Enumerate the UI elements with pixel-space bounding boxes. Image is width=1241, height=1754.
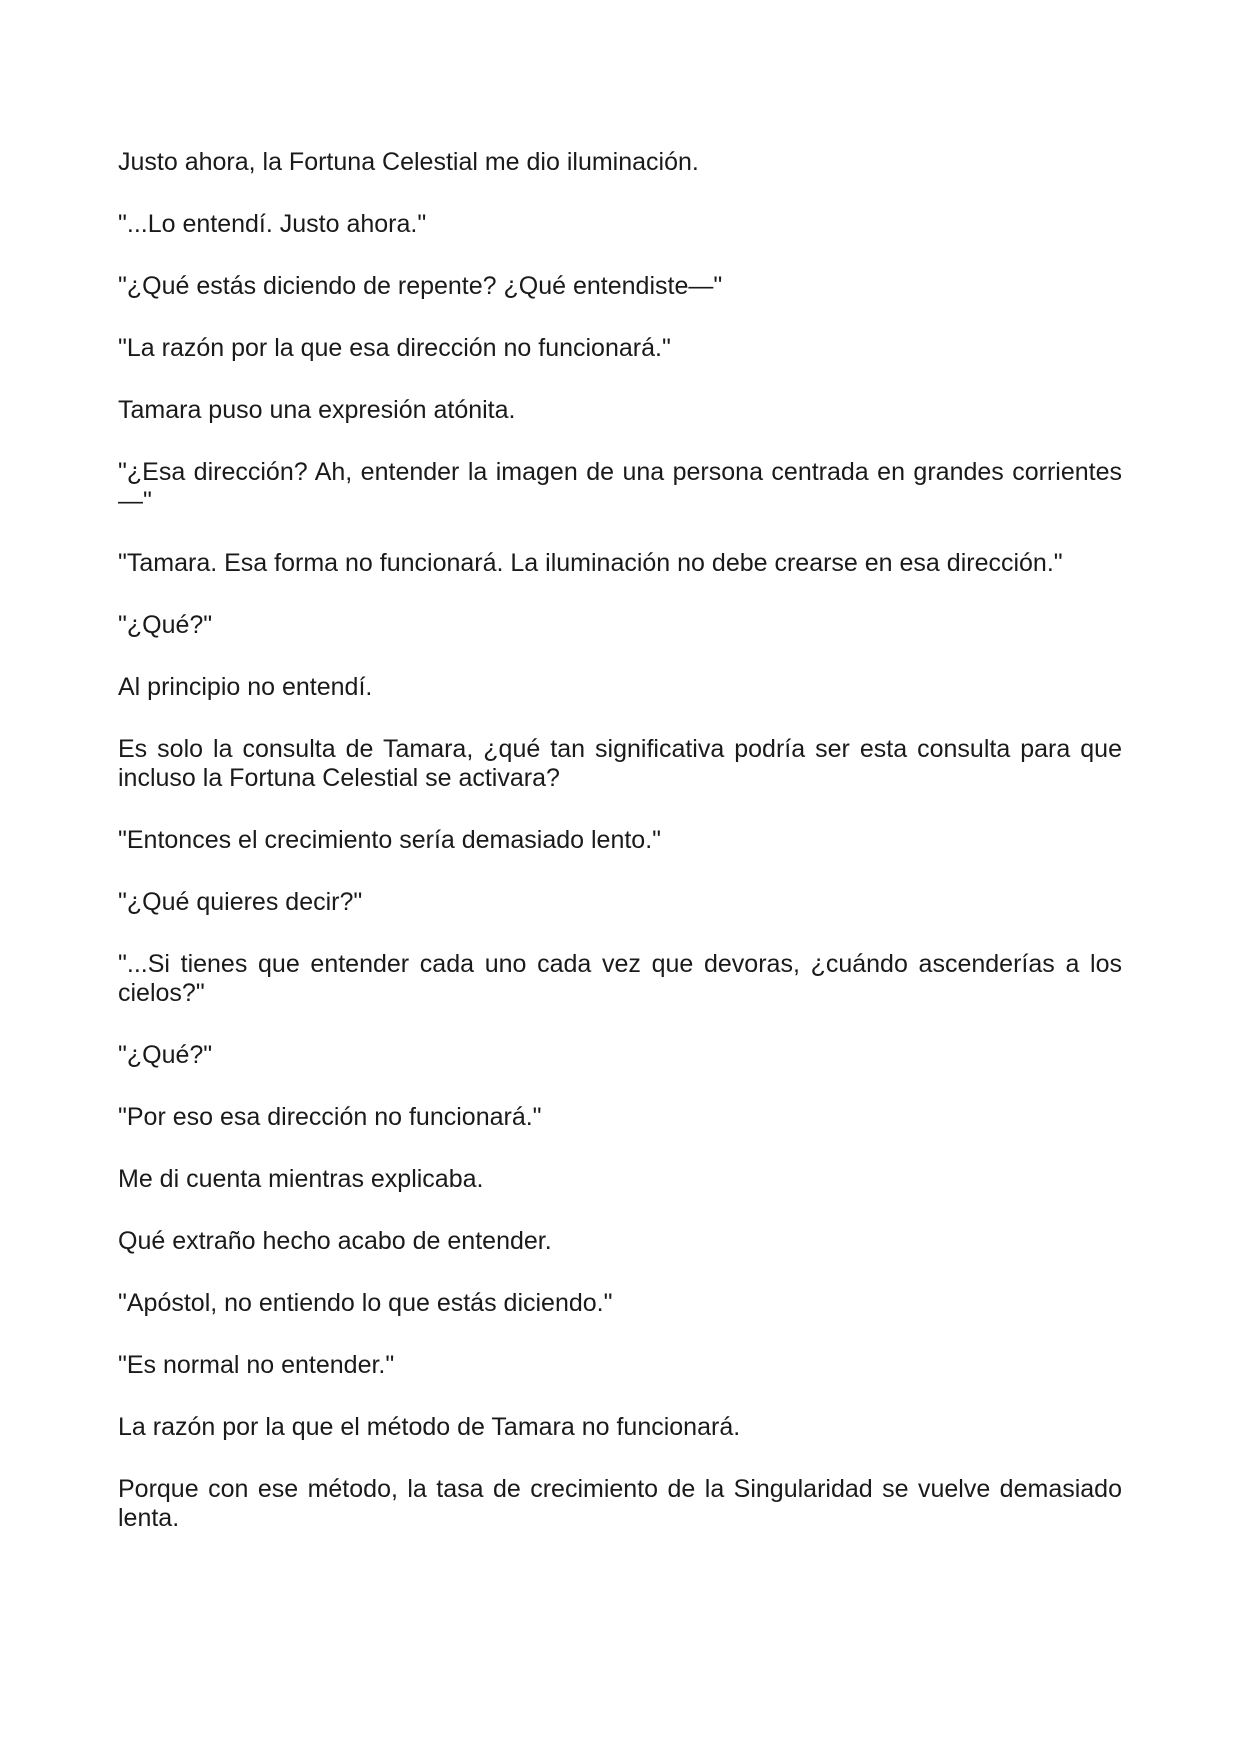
paragraph: "¿Esa dirección? Ah, entender la imagen de una persona centrada en grandes corrientes—" (118, 458, 1122, 515)
paragraph: Qué extraño hecho acabo de entender. (118, 1227, 552, 1255)
paragraph: "Entonces el crecimiento sería demasiado lento." (118, 826, 662, 854)
paragraph: Me di cuenta mientras explicaba. (118, 1165, 484, 1193)
paragraph: "...Lo entendí. Justo ahora." (118, 210, 427, 238)
paragraph: "¿Qué?" (118, 1041, 213, 1069)
paragraph: "¿Qué estás diciendo de repente? ¿Qué entendiste—" (118, 272, 723, 300)
paragraph: "¿Qué?" (118, 611, 213, 639)
paragraph: "¿Qué quieres decir?" (118, 888, 363, 916)
paragraph: "La razón por la que esa dirección no funcionará." (118, 334, 671, 362)
paragraph: "...Si tienes que entender cada uno cada vez que devoras, ¿cuándo ascenderías a los cielos?" (118, 950, 1122, 1007)
document-body (118, 148, 1122, 1533)
paragraph: Porque con ese método, la tasa de crecimiento de la Singularidad se vuelve demasiado lenta. (118, 1475, 1122, 1532)
paragraph: Es solo la consulta de Tamara, ¿qué tan significativa podría ser esta consulta para que incluso la Fortuna Celestial se activara? (118, 735, 1122, 792)
paragraph: Tamara puso una expresión atónita. (118, 396, 516, 424)
paragraph: "Tamara. Esa forma no funcionará. La iluminación no debe crearse en esa dirección." (118, 549, 1063, 577)
paragraph: La razón por la que el método de Tamara no funcionará. (118, 1413, 741, 1441)
paragraph: "Por eso esa dirección no funcionará." (118, 1103, 542, 1131)
paragraph: "Es normal no entender." (118, 1351, 395, 1379)
paragraph: Al principio no entendí. (118, 673, 373, 701)
paragraph: Justo ahora, la Fortuna Celestial me dio iluminación. (118, 148, 699, 176)
paragraph: "Apóstol, no entiendo lo que estás diciendo." (118, 1289, 613, 1317)
